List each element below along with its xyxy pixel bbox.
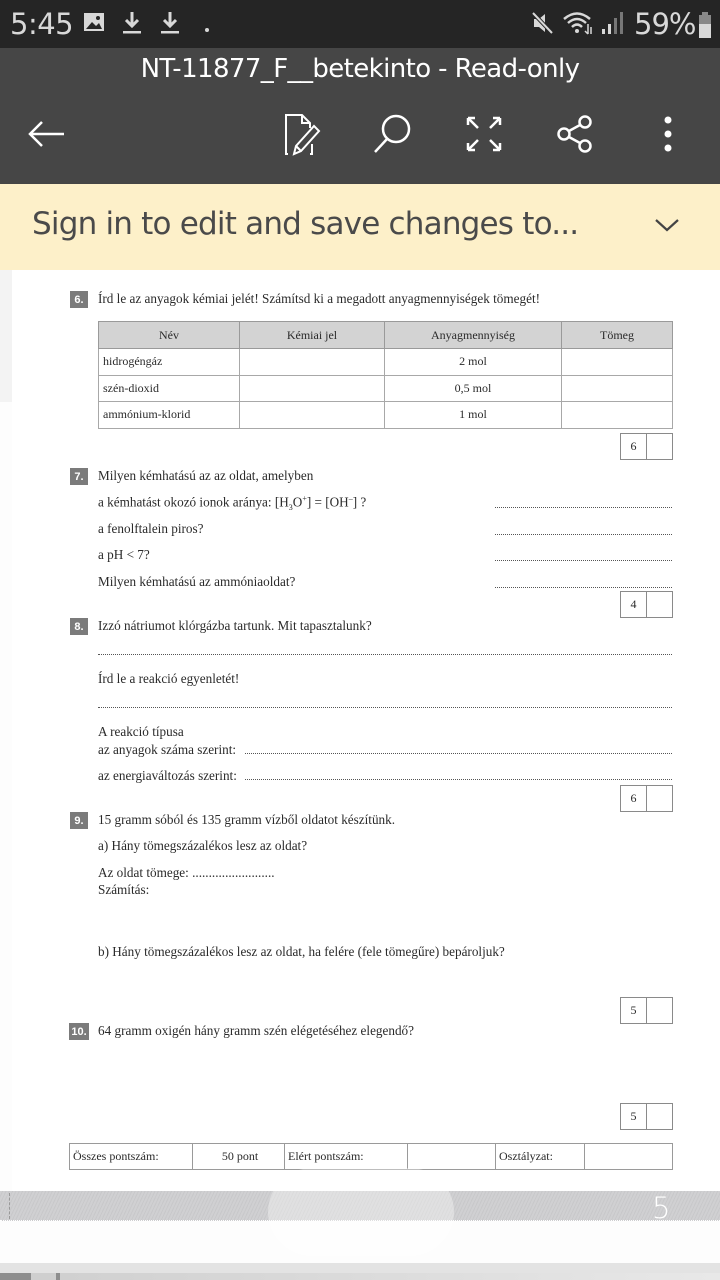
question-9-calc-label: Számítás:	[98, 882, 150, 897]
column-header-mass: Tömeg	[562, 322, 673, 349]
earned-points	[647, 434, 672, 459]
share-button[interactable]	[549, 110, 601, 162]
answer-line	[495, 560, 672, 561]
grade-value	[585, 1144, 673, 1170]
sign-in-banner[interactable]	[0, 184, 720, 270]
answer-line	[98, 654, 672, 655]
cell-name: ammónium-klorid	[99, 402, 240, 429]
column-header-symbol: Kémiai jel	[240, 322, 385, 349]
status-time: 5:45	[10, 7, 74, 41]
chemistry-table	[98, 321, 673, 429]
question-10-text: 64 gramm oxigén hány gramm szén elégetéséhez elegendő?	[98, 1023, 415, 1038]
score-box-q6	[620, 433, 673, 460]
status-bar	[0, 0, 720, 48]
q7-line1-subscript: 3	[288, 503, 293, 513]
table-row	[99, 402, 673, 429]
document-page	[12, 270, 720, 1191]
max-points: 5	[621, 1104, 647, 1129]
summary-row	[70, 1144, 673, 1170]
total-points-label: Összes pontszám:	[70, 1144, 193, 1170]
max-points: 6	[621, 434, 647, 459]
score-box-q8	[620, 785, 673, 812]
question-9-text: 15 gramm sóból és 135 gramm vízből oldatot készítünk.	[98, 812, 396, 827]
earned-points	[647, 998, 672, 1023]
cell-amount: 1 mol	[385, 402, 562, 429]
achieved-points-value	[408, 1144, 496, 1170]
q7-line1-mid2: ] = [OH	[306, 494, 349, 510]
download-icon	[120, 10, 144, 41]
back-button[interactable]	[20, 110, 72, 162]
column-header-amount: Anyagmennyiség	[385, 322, 562, 349]
share-icon	[555, 114, 595, 159]
cell-symbol	[240, 349, 385, 376]
answer-line	[245, 779, 672, 780]
max-points: 5	[621, 998, 647, 1023]
question-6-text: Írd le az anyagok kémiai jelét! Számítsd ki a megadott anyagmennyiségek tömegét!	[98, 291, 540, 306]
question-9-mass-label: Az oldat tömege: .........................	[98, 865, 275, 880]
edit-document-icon	[282, 112, 322, 161]
question-8-equation-prompt: Írd le a reakció egyenletét!	[98, 671, 240, 686]
chevron-down-icon[interactable]	[650, 208, 684, 242]
max-points: 4	[621, 592, 647, 617]
wifi-icon	[562, 10, 596, 41]
cell-amount: 0,5 mol	[385, 375, 562, 402]
cell-name: szén-dioxid	[99, 375, 240, 402]
page-number: 5	[652, 1191, 671, 1225]
score-box-q7	[620, 591, 673, 618]
question-number-10: 10.	[69, 1023, 89, 1040]
question-number-7: 7.	[70, 468, 88, 485]
question-7-text: Milyen kémhatású az az oldat, amelyben	[98, 468, 314, 483]
score-box-q10	[620, 1103, 673, 1130]
table-row	[99, 349, 673, 376]
question-8-type-heading: A reakció típusa	[98, 724, 184, 739]
answer-line	[495, 587, 672, 588]
bottom-scroll-bar[interactable]	[0, 1263, 720, 1280]
column-header-name: Név	[99, 322, 240, 349]
document-title: NT-11877_F__betekinto - Read-only	[140, 54, 580, 84]
question-7-line-2: a fenolftalein piros?	[98, 521, 204, 536]
mute-icon	[530, 10, 556, 41]
earned-points	[647, 1104, 672, 1129]
answer-line	[495, 507, 672, 508]
question-9-part-b: b) Hány tömegszázalékos lesz az oldat, ha felére (fele tömegűre) bepároljuk?	[98, 944, 505, 959]
fullscreen-button[interactable]	[458, 110, 510, 162]
battery-icon	[699, 12, 711, 43]
q7-line1-superscript-minus: –	[348, 494, 353, 503]
app-bar	[0, 48, 720, 184]
question-7-line-4: Milyen kémhatású az ammóniaoldat?	[98, 574, 296, 589]
search-icon	[370, 112, 414, 161]
max-points: 6	[621, 786, 647, 811]
question-number-6: 6.	[70, 291, 88, 308]
total-points-value: 50 pont	[193, 1144, 285, 1170]
scroll-track	[60, 1273, 720, 1280]
page-indicator-overlay	[268, 1168, 454, 1256]
table-header-row	[99, 322, 673, 349]
question-7-line-1	[98, 494, 366, 512]
sign-in-banner-text: Sign in to edit and save changes to...	[32, 206, 579, 242]
image-icon	[82, 10, 106, 39]
question-number-8: 8.	[70, 618, 88, 635]
download-icon	[158, 10, 182, 41]
fullscreen-icon	[465, 115, 503, 158]
cell-name: hidrogéngáz	[99, 349, 240, 376]
q7-line1-prefix: a kémhatást okozó ionok aránya: [H	[98, 494, 289, 510]
dot-icon	[204, 20, 210, 38]
battery-percent: 59%	[634, 7, 696, 41]
earned-points	[647, 592, 672, 617]
score-box-q9	[620, 997, 673, 1024]
earned-points	[647, 786, 672, 811]
question-number-9: 9.	[70, 812, 88, 829]
question-7-line-3: a pH < 7?	[98, 547, 150, 562]
back-arrow-icon	[26, 119, 66, 154]
question-8-type-by-energy: az energiaváltozás szerint:	[98, 768, 237, 783]
cell-mass	[562, 402, 673, 429]
table-row	[99, 375, 673, 402]
q7-line1-superscript-plus: +	[302, 494, 307, 503]
scroll-thumb[interactable]	[0, 1273, 31, 1280]
q7-line1-suffix: ] ?	[352, 494, 367, 510]
more-vert-icon	[663, 116, 673, 157]
cell-mass	[562, 349, 673, 376]
score-summary-table	[69, 1143, 673, 1170]
question-8-text: Izzó nátriumot klórgázba tartunk. Mit tapasztalunk?	[98, 618, 372, 633]
previous-page-edge	[0, 270, 12, 402]
signal-icon	[600, 10, 624, 41]
answer-line	[245, 753, 672, 754]
cell-symbol	[240, 402, 385, 429]
question-8-type-by-substances: az anyagok száma szerint:	[98, 742, 237, 757]
edit-document-button[interactable]	[276, 110, 328, 162]
scroll-track-segment	[31, 1273, 56, 1280]
cell-mass	[562, 375, 673, 402]
search-button[interactable]	[366, 110, 418, 162]
grade-label: Osztályzat:	[496, 1144, 585, 1170]
q7-line1-mid: O	[292, 494, 303, 510]
cell-amount: 2 mol	[385, 349, 562, 376]
answer-line	[98, 707, 672, 708]
achieved-points-label: Elért pontszám:	[285, 1144, 408, 1170]
crop-mark	[9, 1193, 10, 1219]
more-options-button[interactable]	[642, 110, 694, 162]
answer-line	[495, 534, 672, 535]
question-9-part-a: a) Hány tömegszázalékos lesz az oldat?	[98, 838, 308, 853]
cell-symbol	[240, 375, 385, 402]
